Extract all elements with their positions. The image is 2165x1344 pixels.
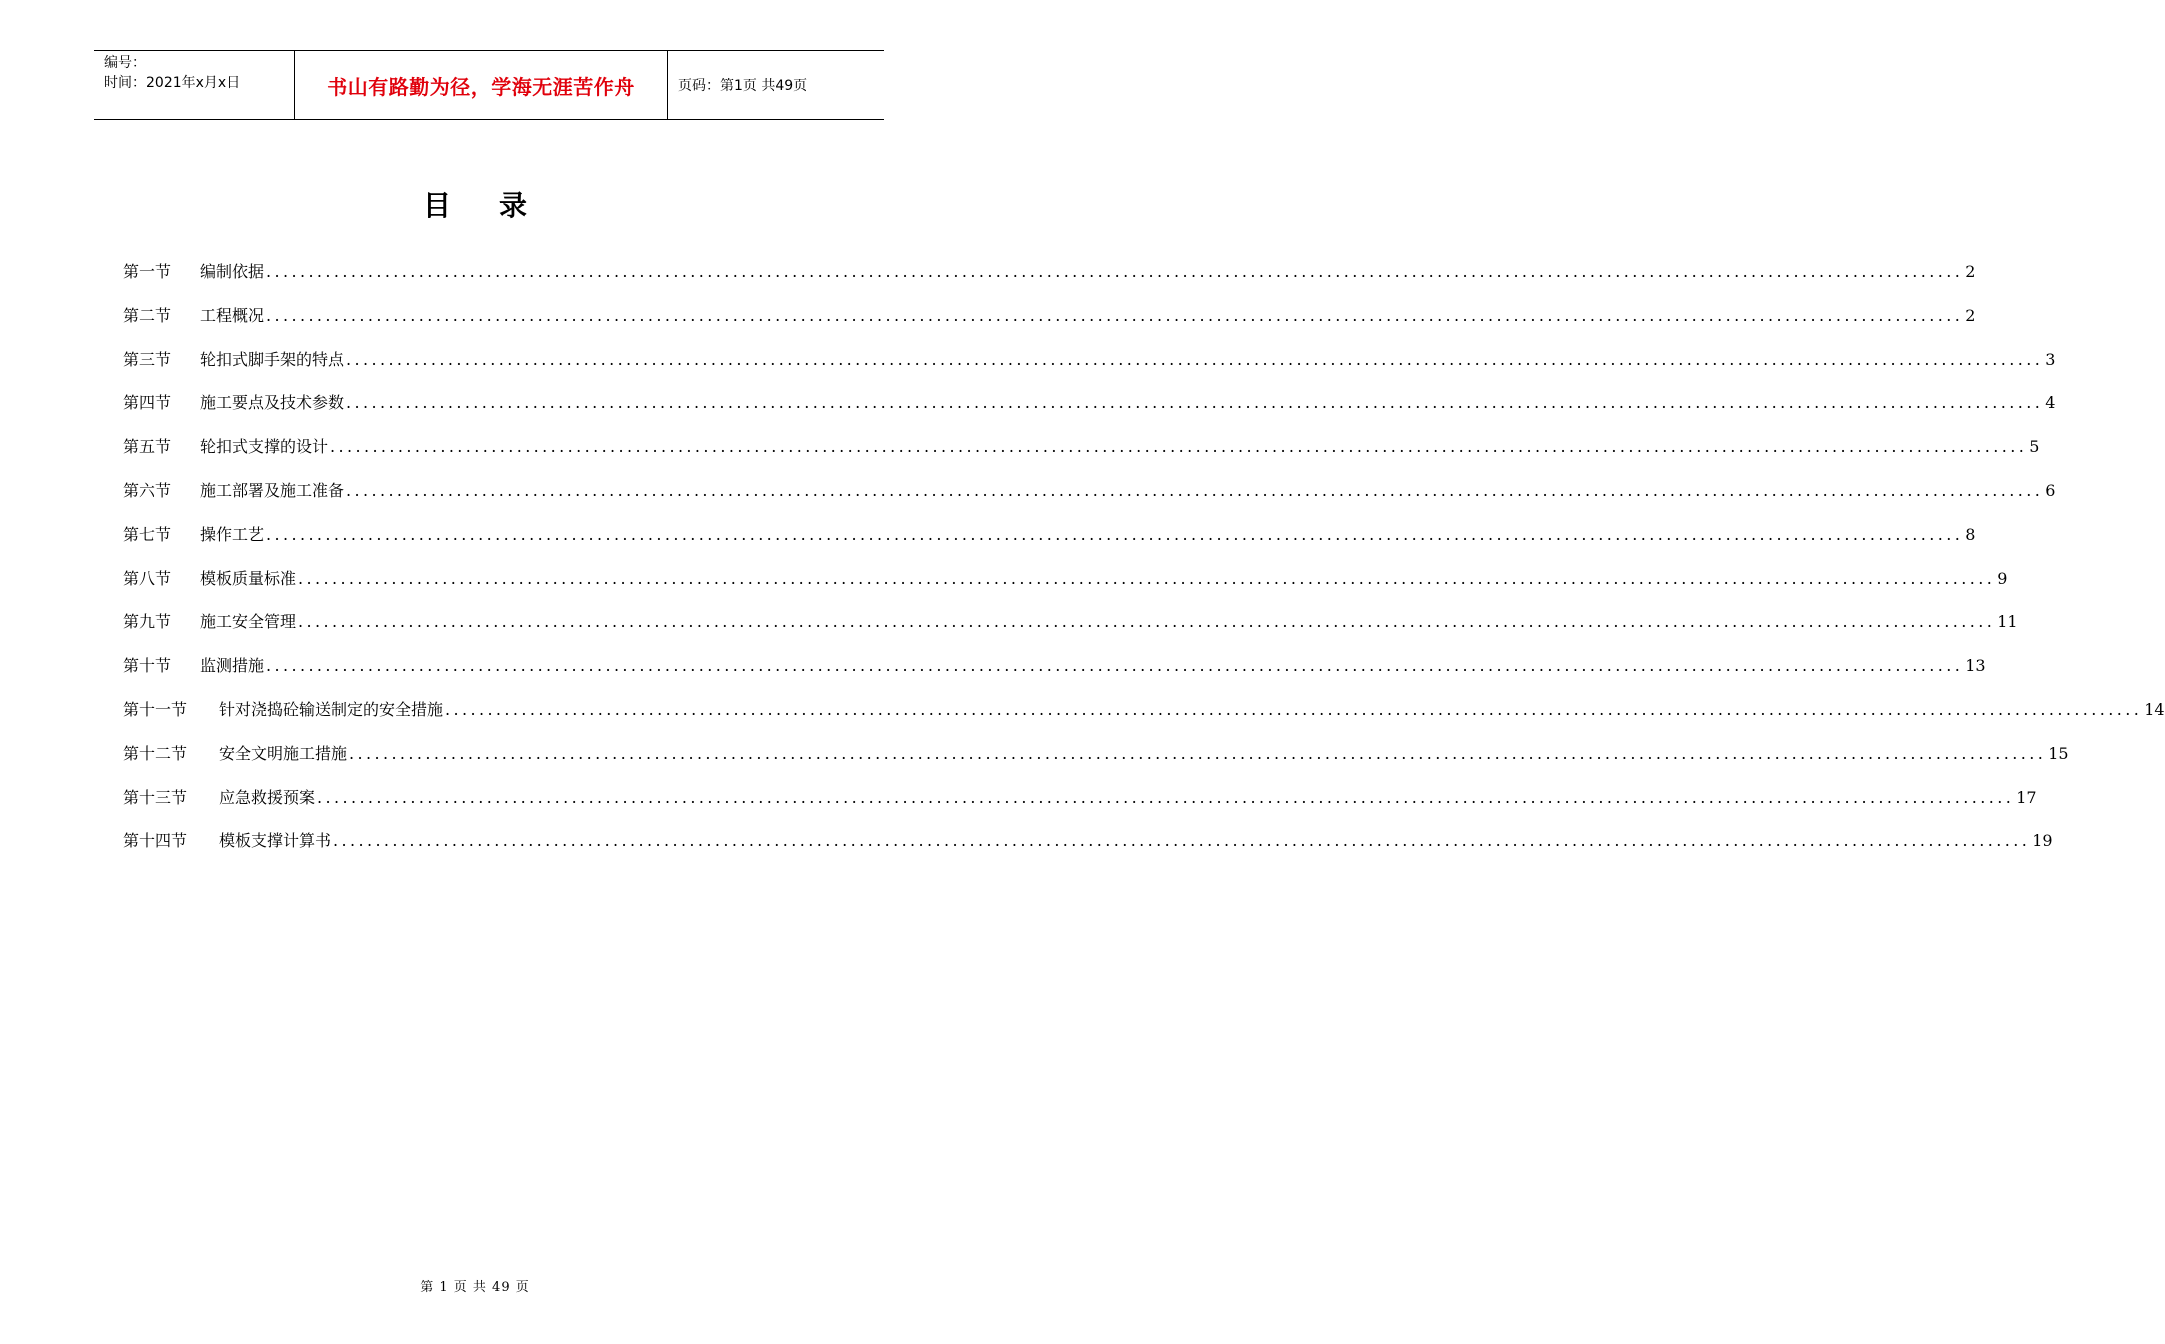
toc-entry[interactable] [123,520,1976,564]
toc-entry-number: 第十二节 [123,743,188,763]
toc-entry-number: 第十节 [123,656,172,676]
toc-dot-leader: ........................................................................................................................................................................................................ [266,262,1964,281]
page-footer: 第 1 页 共 49 页 [420,1280,530,1295]
table-of-contents [123,257,2165,870]
toc-entry[interactable] [123,257,1976,301]
toc-dot-leader: ........................................................................................................................................................................................................ [333,831,2031,851]
toc-entry-number: 第六节 [123,480,172,500]
toc-entry-page: 5 [2029,437,2040,457]
toc-entry-number: 第十四节 [123,831,188,851]
toc-entry-page: 6 [2045,480,2056,500]
toc-dot-leader: ........................................................................................................................................................................................................ [349,743,2047,763]
toc-title: 目录 [422,189,575,222]
toc-entry-title: 应急救援预案 [219,787,316,807]
toc-entry[interactable] [123,651,1986,695]
toc-entry-title: 施工安全管理 [200,612,297,632]
toc-entry[interactable] [123,739,2069,783]
toc-entry-page: 14 [2144,699,2165,719]
toc-entry-page: 2 [1965,262,1976,281]
toc-entry[interactable] [123,432,2040,476]
toc-entry[interactable] [123,476,2056,520]
toc-entry[interactable] [123,783,2037,827]
header-page-info-cell [668,51,884,119]
toc-entry[interactable] [123,607,2018,651]
toc-entry-page: 17 [2016,787,2037,807]
toc-entry-title: 监测措施 [200,656,265,676]
toc-dot-leader: ........................................................................................................................................................................................................ [298,612,1996,632]
toc-entry[interactable] [123,564,2008,608]
toc-dot-leader: ........................................................................................................................................................................................................ [298,568,1996,588]
toc-entry-number: 第四节 [123,393,172,413]
toc-entry-page: 19 [2032,831,2053,851]
toc-entry-page: 11 [1997,612,2018,632]
toc-entry-number: 第五节 [123,437,172,457]
toc-entry[interactable] [123,345,2056,389]
toc-entry-number: 第三节 [123,349,172,369]
toc-entry-title: 施工部署及施工准备 [200,480,345,500]
toc-entry[interactable] [123,826,2053,870]
document-code-label: 编号： [104,55,146,71]
toc-dot-leader: ........................................................................................................................................................................................................ [266,305,1964,325]
toc-entry-number: 第十三节 [123,787,188,807]
header-motto: 书山有路勤为径，学海无涯苦作舟 [327,74,635,99]
toc-entry-page: 4 [2045,393,2056,413]
page-header [94,50,884,120]
header-page-info: 页码：第1页 共49页 [678,78,808,94]
document-date: 时间：2021年x月x日 [104,75,241,91]
toc-dot-leader: ........................................................................................................................................................................................................ [346,349,2044,369]
toc-entry-title: 模板质量标准 [200,568,297,588]
header-motto-cell [295,51,668,119]
toc-entry-number: 第一节 [123,262,172,281]
toc-entry-page: 15 [2048,743,2069,763]
toc-entry-page: 8 [1965,524,1976,544]
toc-dot-leader: ........................................................................................................................................................................................................ [317,787,2015,807]
toc-dot-leader: ........................................................................................................................................................................................................ [445,699,2143,719]
toc-entry-number: 第二节 [123,305,172,325]
toc-entry[interactable] [123,695,2165,739]
header-meta [94,51,295,119]
toc-dot-leader: ........................................................................................................................................................................................................ [346,480,2044,500]
toc-entry-title: 安全文明施工措施 [219,743,348,763]
toc-entry[interactable] [123,301,1976,345]
toc-entry-number: 第七节 [123,524,172,544]
toc-entry-title: 施工要点及技术参数 [200,393,345,413]
toc-entry-number: 第十一节 [123,699,188,719]
toc-entry-title: 模板支撑计算书 [219,831,332,851]
toc-dot-leader: ........................................................................................................................................................................................................ [330,437,2028,457]
toc-dot-leader: ........................................................................................................................................................................................................ [266,656,1964,676]
toc-entry[interactable] [123,388,2056,432]
toc-entry-number: 第九节 [123,612,172,632]
toc-entry-title: 轮扣式脚手架的特点 [200,349,345,369]
toc-entry-title: 操作工艺 [200,524,265,544]
toc-dot-leader: ........................................................................................................................................................................................................ [266,524,1964,544]
toc-dot-leader: ........................................................................................................................................................................................................ [346,393,2044,413]
toc-entry-page: 3 [2045,349,2056,369]
toc-entry-title: 轮扣式支撑的设计 [200,437,329,457]
toc-entry-page: 2 [1965,305,1976,325]
toc-entry-title: 工程概况 [200,305,265,325]
toc-entry-title: 针对浇捣砼输送制定的安全措施 [219,699,444,719]
toc-entry-title: 编制依据 [200,262,265,281]
toc-entry-page: 13 [1965,656,1986,676]
toc-entry-page: 9 [1997,568,2008,588]
toc-entry-number: 第八节 [123,568,172,588]
